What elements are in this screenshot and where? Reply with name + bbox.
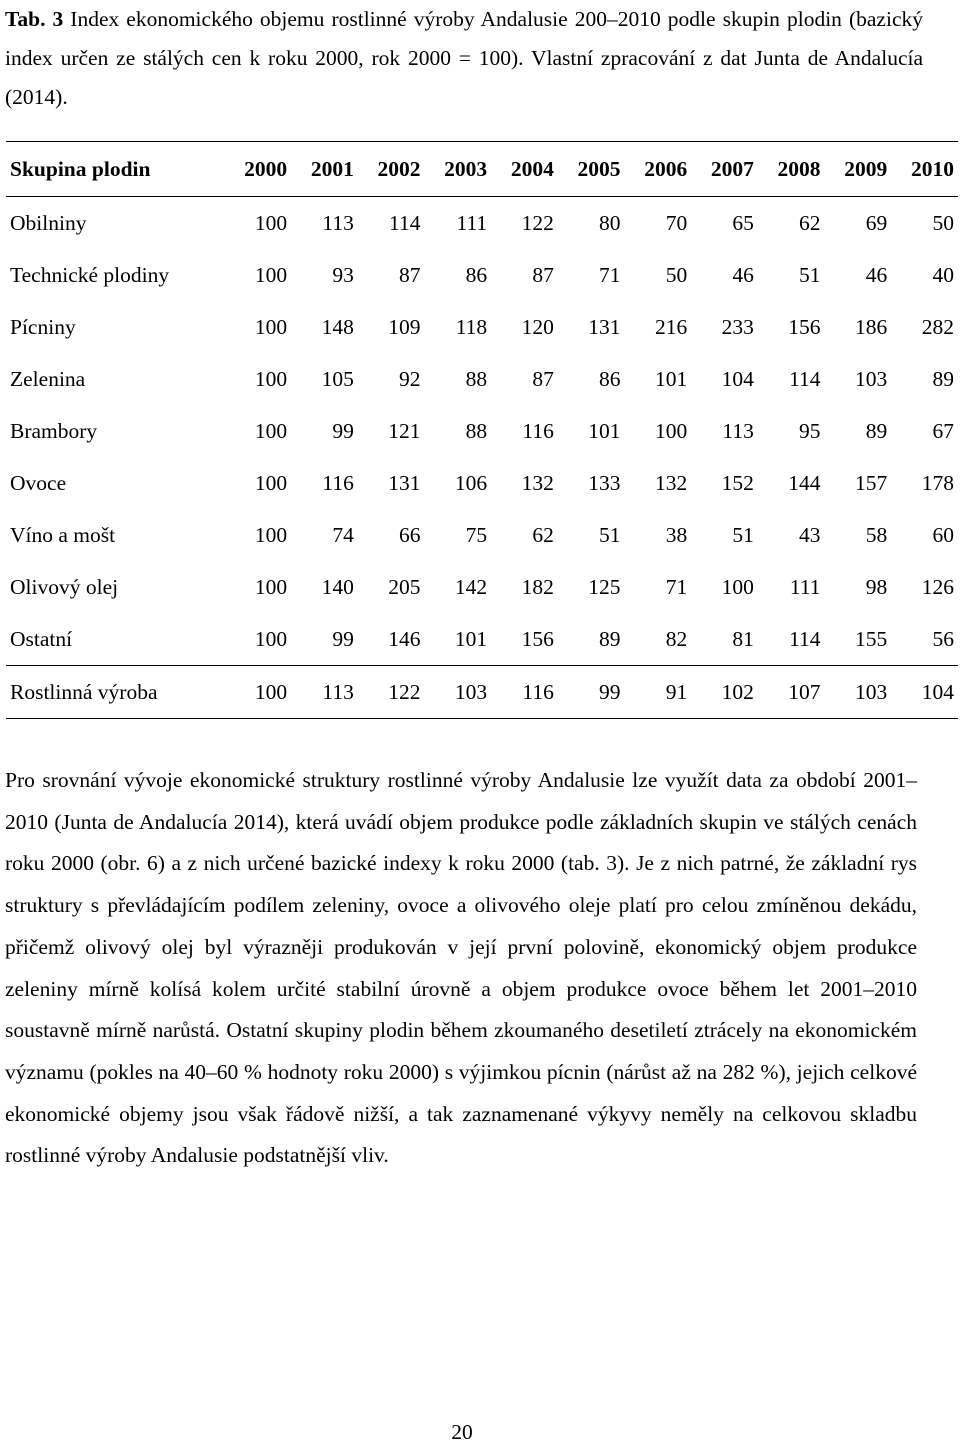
table-cell: 100 xyxy=(254,314,288,339)
row-label: Ostatní xyxy=(10,626,73,651)
table-cell: 146 xyxy=(388,626,421,651)
table-row xyxy=(6,353,958,405)
table-cell: 156 xyxy=(521,626,554,651)
table-cell: 100 xyxy=(254,210,288,235)
table-cell: 113 xyxy=(322,210,354,235)
table-cell: 182 xyxy=(521,574,554,599)
table-cell: 89 xyxy=(932,366,954,391)
table-cell: 111 xyxy=(456,210,488,235)
table-cell: 60 xyxy=(932,522,954,547)
table-cell: 89 xyxy=(865,418,888,443)
table-cell: 71 xyxy=(665,574,688,599)
table-row-total xyxy=(6,666,958,719)
table-cell: 75 xyxy=(465,522,488,547)
table-cell: 131 xyxy=(588,314,621,339)
table-cell: 66 xyxy=(399,522,421,547)
table-cell: 118 xyxy=(455,314,488,339)
table-cell: 140 xyxy=(321,574,354,599)
header-year: 2006 xyxy=(644,156,688,181)
table-cell: 67 xyxy=(932,418,954,443)
table-cell: 101 xyxy=(588,418,621,443)
table-cell: 100 xyxy=(254,522,288,547)
header-year: 2007 xyxy=(710,156,754,181)
header-year: 2003 xyxy=(444,156,488,181)
table-cell: 216 xyxy=(654,314,688,339)
table-cell: 92 xyxy=(399,366,421,391)
table-cell: 111 xyxy=(789,574,821,599)
page-number: 20 xyxy=(451,1420,473,1444)
table-cell: 103 xyxy=(854,366,888,391)
table-cell: 101 xyxy=(454,626,488,651)
table-cell: 70 xyxy=(665,210,688,235)
table-cell: 155 xyxy=(854,626,888,651)
table-cell: 100 xyxy=(654,418,688,443)
table-cell: 113 xyxy=(322,679,354,704)
row-label: Technické plodiny xyxy=(10,262,170,287)
row-label: Ovoce xyxy=(10,470,67,495)
table-cell: 144 xyxy=(788,470,821,495)
table-cell: 100 xyxy=(254,470,288,495)
table-cell: 157 xyxy=(854,470,888,495)
table-cell: 51 xyxy=(599,522,621,547)
table-cell: 113 xyxy=(722,418,754,443)
table-cell: 87 xyxy=(532,366,554,391)
table-row xyxy=(6,509,958,561)
table-cell: 114 xyxy=(389,210,421,235)
table-header-row xyxy=(6,142,958,197)
table-cell: 98 xyxy=(865,574,888,599)
row-label: Obilniny xyxy=(10,210,87,235)
table-row xyxy=(6,301,958,353)
table-cell: 46 xyxy=(732,262,754,287)
table-cell: 132 xyxy=(521,470,554,495)
table-row xyxy=(6,561,958,613)
table-row xyxy=(6,613,958,666)
header-year: 2010 xyxy=(911,156,954,181)
table-cell: 178 xyxy=(921,470,954,495)
header-year: 2008 xyxy=(777,156,821,181)
table-row xyxy=(6,457,958,509)
table-cell: 88 xyxy=(465,366,488,391)
table-row xyxy=(6,249,958,301)
table-cell: 91 xyxy=(665,679,688,704)
header-year: 2009 xyxy=(844,156,888,181)
table-cell: 156 xyxy=(788,314,821,339)
table-cell: 114 xyxy=(789,626,821,651)
table-cell: 101 xyxy=(654,366,688,391)
table-cell: 81 xyxy=(732,626,754,651)
table-cell: 131 xyxy=(388,470,421,495)
table-cell: 88 xyxy=(465,418,488,443)
table-cell: 109 xyxy=(388,314,421,339)
table-cell: 186 xyxy=(854,314,888,339)
table-cell: 46 xyxy=(865,262,888,287)
row-label: Víno a mošt xyxy=(10,522,116,547)
table-cell: 38 xyxy=(665,522,688,547)
table-cell: 122 xyxy=(521,210,554,235)
table-cell: 62 xyxy=(532,522,554,547)
table-cell: 80 xyxy=(599,210,621,235)
table-cell: 56 xyxy=(932,626,954,651)
table-cell: 100 xyxy=(254,574,288,599)
table-cell: 102 xyxy=(721,679,754,704)
table-cell: 58 xyxy=(865,522,888,547)
table-cell: 50 xyxy=(665,262,688,287)
crop-index-table xyxy=(6,141,958,719)
table-cell: 133 xyxy=(588,470,621,495)
body-text xyxy=(5,760,917,1177)
header-crop-group: Skupina plodin xyxy=(10,156,151,181)
table-cell: 100 xyxy=(254,262,288,287)
table-cell: 51 xyxy=(732,522,754,547)
table-cell: 40 xyxy=(932,262,954,287)
table-cell: 74 xyxy=(332,522,354,547)
table-cell: 132 xyxy=(654,470,688,495)
table-cell: 121 xyxy=(388,418,421,443)
table-cell: 51 xyxy=(799,262,821,287)
table-cell: 122 xyxy=(388,679,421,704)
table-cell: 43 xyxy=(799,522,821,547)
table-cell: 148 xyxy=(321,314,354,339)
header-year: 2002 xyxy=(377,156,421,181)
table-cell: 106 xyxy=(454,470,488,495)
table-cell: 114 xyxy=(789,366,821,391)
table-cell: 104 xyxy=(921,679,954,704)
table-cell: 62 xyxy=(799,210,821,235)
table-cell: 87 xyxy=(532,262,554,287)
table-cell: 152 xyxy=(721,470,754,495)
table-caption xyxy=(5,0,923,117)
table-cell: 95 xyxy=(799,418,821,443)
row-label: Olivový olej xyxy=(10,574,119,599)
table-cell: 86 xyxy=(465,262,488,287)
table-cell: 104 xyxy=(721,366,754,391)
table-cell: 93 xyxy=(332,262,354,287)
row-label: Zelenina xyxy=(10,366,86,391)
table-cell: 233 xyxy=(721,314,754,339)
table-cell: 116 xyxy=(322,470,354,495)
table-caption-text: Index ekonomického objemu rostlinné výroby Andalusie 200–2010 podle skupin plodin (bazický index určen ze stálých cen k roku 2000, rok 2000 = 100). Vlastní zpracování z dat Junta de Andalucía (2014). xyxy=(5,7,923,109)
table-cell: 99 xyxy=(332,626,354,651)
table-cell: 100 xyxy=(254,679,288,704)
table-cell: 71 xyxy=(599,262,621,287)
row-label: Brambory xyxy=(10,418,98,443)
table-cell: 116 xyxy=(522,418,554,443)
table-cell: 116 xyxy=(522,679,554,704)
header-year: 2004 xyxy=(510,156,554,181)
header-year: 2001 xyxy=(310,156,354,181)
table-row xyxy=(6,197,958,250)
table-cell: 99 xyxy=(332,418,354,443)
header-year: 2000 xyxy=(244,156,288,181)
table-cell: 100 xyxy=(254,626,288,651)
table-cell: 103 xyxy=(854,679,888,704)
table-cell: 142 xyxy=(454,574,488,599)
table-cell: 205 xyxy=(388,574,421,599)
table-cell: 126 xyxy=(921,574,954,599)
body-paragraph: Pro srovnání vývoje ekonomické struktury rostlinné výroby Andalusie lze využít data za období 2001–2010 (Junta de Andalucía 2014), která uvádí objem produkce podle základních skupin ve stálých cenách roku 2000 (obr. 6) a z nich určené bazické indexy k roku 2000 (tab. 3). Je z nich patrné, že základní rys struktury s převládajícím podílem zeleniny, ovoce a olivového oleje platí pro celou zmíněnou dekádu, přičemž olivový olej byl výrazněji produkován v její první polovině, ekonomický objem produkce zeleniny mírně kolísá kolem určité stabilní úrovně a objem produkce ovoce během let 2001–2010 soustavně mírně narůstá. Ostatní skupiny plodin během zkoumaného desetiletí ztrácely na ekonomickém významu (pokles na 40–60 % hodnoty roku 2000) s výjimkou pícnin (nárůst až na 282 %), jejich celkové ekonomické objemy jsou však řádově nižší, a tak zaznamenané výkyvy neměly na celkovou skladbu rostlinné výroby Andalusie podstatnější vliv. xyxy=(5,768,917,1168)
table-cell: 69 xyxy=(865,210,888,235)
header-year: 2005 xyxy=(577,156,621,181)
table-cell: 100 xyxy=(254,366,288,391)
table-cell: 50 xyxy=(932,210,954,235)
table-caption-number: Tab. 3 xyxy=(5,7,64,31)
table-cell: 107 xyxy=(788,679,821,704)
row-label: Pícniny xyxy=(10,314,76,339)
table-cell: 86 xyxy=(599,366,621,391)
table-cell: 87 xyxy=(399,262,421,287)
table-cell: 125 xyxy=(588,574,621,599)
table-cell: 65 xyxy=(732,210,754,235)
table-row xyxy=(6,405,958,457)
table-cell: 82 xyxy=(665,626,688,651)
table-cell: 103 xyxy=(454,679,488,704)
table-cell: 99 xyxy=(599,679,621,704)
table-cell: 105 xyxy=(321,366,354,391)
table-cell: 120 xyxy=(521,314,554,339)
row-label: Rostlinná výroba xyxy=(10,679,158,704)
table-cell: 282 xyxy=(921,314,954,339)
table-cell: 100 xyxy=(254,418,288,443)
table-cell: 100 xyxy=(721,574,754,599)
table-cell: 89 xyxy=(599,626,621,651)
